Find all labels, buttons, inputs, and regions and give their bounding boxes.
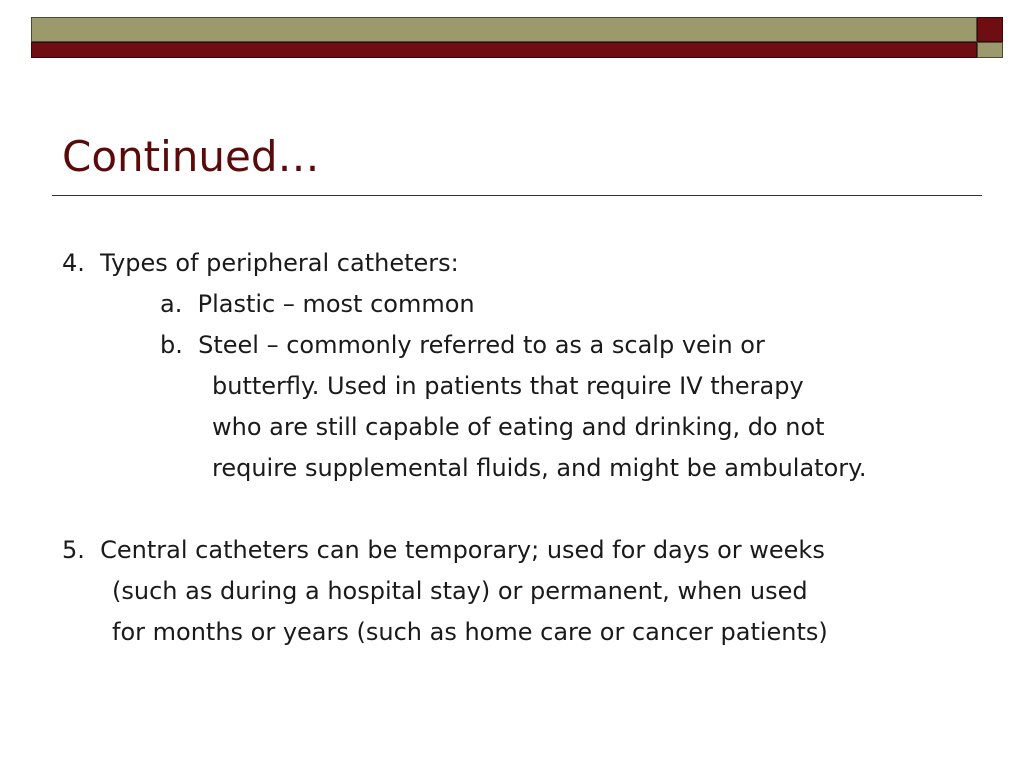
list-item-5-cont-2: for months or years (such as home care or cancer patients) [112,618,828,646]
list-item-5: 5. Central catheters can be temporary; used for days or weeks [62,536,825,564]
list-subitem-b: b. Steel – commonly referred to as a scalp vein or [160,331,765,359]
header-square-olive [977,42,1003,58]
title-divider [52,195,982,196]
header-bar-olive [31,17,977,42]
slide-title: Continued… [62,132,320,181]
list-subitem-b-cont-3: require supplemental fluids, and might be ambulatory. [212,454,867,482]
list-item-5-cont-1: (such as during a hospital stay) or permanent, when used [112,577,808,605]
list-subitem-a: a. Plastic – most common [160,290,475,318]
header-square-maroon [977,17,1003,42]
list-subitem-b-cont-2: who are still capable of eating and drinking, do not [212,413,825,441]
header-bar-maroon [31,42,977,58]
list-subitem-b-cont-1: butterfly. Used in patients that require IV therapy [212,372,804,400]
list-item-4: 4. Types of peripheral catheters: [62,249,459,277]
